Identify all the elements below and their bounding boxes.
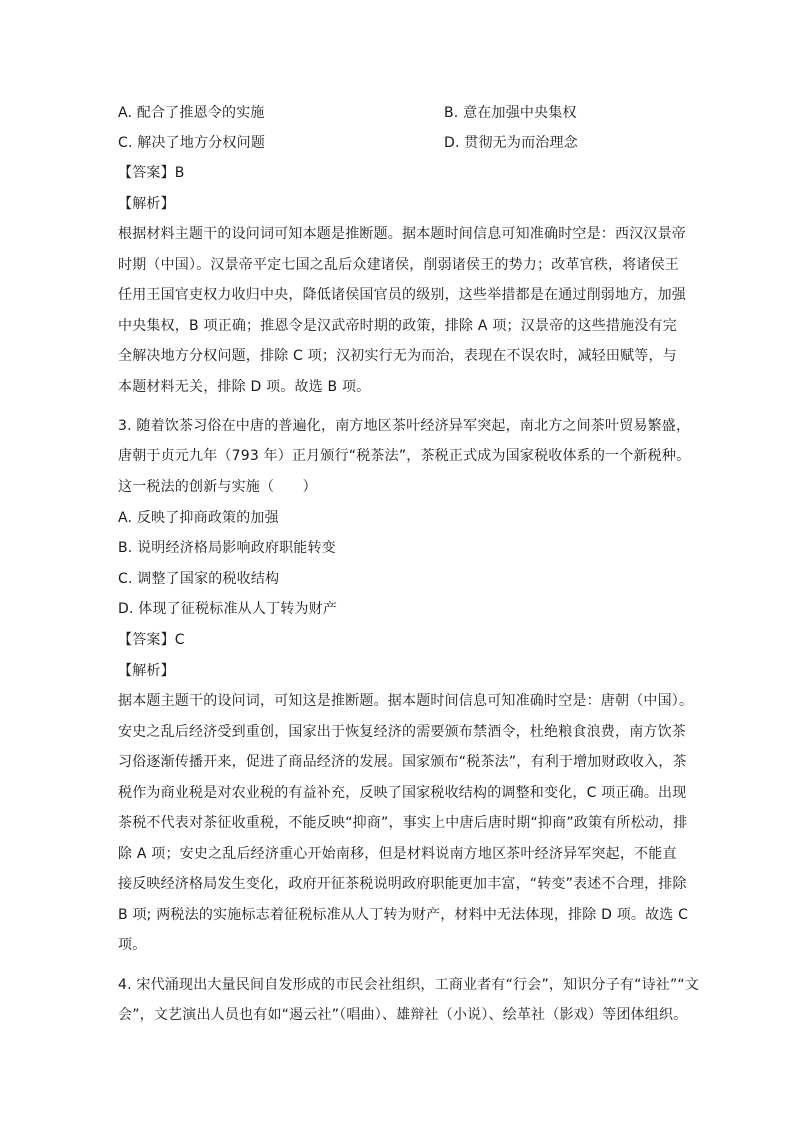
q2-answer: 【答案】B bbox=[118, 165, 185, 181]
q3-analysis-line: 接反映经济格局发生变化，政府开征茶税说明政府职能更加丰富，“转变”表述不合理，排除 bbox=[118, 876, 687, 892]
q3-analysis-line: 据本题主题干的设问词，可知这是推断题。据本题时间信息可知准确时空是：唐朝（中国）。 bbox=[118, 693, 694, 709]
q3-analysis-line: 除 A 项；安史之乱后经济重心开始南移，但是材料说南方地区茶叶经济异军突起，不能直 bbox=[118, 846, 677, 862]
q3-stem-line: 3. 随着饮茶习俗在中唐的普遍化，南方地区茶叶经济异军突起，南北方之间茶叶贸易繁盛， bbox=[118, 418, 691, 434]
q2-analysis-line: 时期（中国）。汉景帝平定七国之乱后众建诸侯，削弱诸侯王的势力；改革官秩，将诸侯王 bbox=[118, 257, 679, 273]
q2-option-b: B. 意在加强中央集权 bbox=[444, 105, 577, 121]
q3-option-c: C. 调整了国家的税收结构 bbox=[118, 571, 280, 587]
q3-analysis-line: 项。 bbox=[118, 937, 147, 953]
q2-analysis-line: 中央集权，B 项正确；推恩令是汉武帝时期的政策，排除 A 项；汉景帝的这些措施没有完 bbox=[118, 318, 677, 334]
q3-analysis-line: 习俗逐渐传播开来，促进了商品经济的发展。国家颁布“税茶法”，有利于增加财政收入，茶 bbox=[118, 754, 687, 770]
q3-option-d: D. 体现了征税标准从人丁转为财产 bbox=[118, 601, 338, 617]
q2-option-a: A. 配合了推恩令的实施 bbox=[118, 105, 265, 121]
q2-option-d: D. 贯彻无为而治理念 bbox=[444, 135, 578, 151]
q3-answer: 【答案】C bbox=[118, 632, 185, 648]
q3-analysis-line: 茶税不代表对茶征收重税，不能反映“抑商”，事实上中唐后唐时期“抑商”政策有所松动，排 bbox=[118, 815, 688, 831]
q3-analysis-line: 税作为商业税是对农业税的有益补充，反映了国家税收结构的调整和变化，C 项正确。出现 bbox=[118, 785, 687, 801]
q2-analysis-line: 本题材料无关，排除 D 项。故选 B 项。 bbox=[118, 379, 371, 395]
q4-stem-line: 4. 宋代涌现出大量民间自发形成的市民会社组织，工商业者有“行会”，知识分子有“诗社”“文 bbox=[118, 977, 700, 993]
q3-stem-line: 这一税法的创新与实施（ ） bbox=[118, 479, 317, 495]
q3-stem-line: 唐朝于贞元九年（793 年）正月颁行“税茶法”，茶税正式成为国家税收体系的一个新税种。 bbox=[118, 448, 691, 464]
q3-analysis-line: 安史之乱后经济受到重创，国家出于恢复经济的需要颁布禁酒令，杜绝粮食浪费，南方饮茶 bbox=[118, 724, 686, 740]
q2-analysis-line: 根据材料主题干的设问词可知本题是推断题。据本题时间信息可知准确时空是：西汉汉景帝 bbox=[118, 226, 686, 242]
q3-option-a: A. 反映了抑商政策的加强 bbox=[118, 510, 279, 526]
q3-option-b: B. 说明经济格局影响政府职能转变 bbox=[118, 540, 336, 556]
q2-analysis-label: 【解析】 bbox=[118, 196, 175, 212]
q3-analysis-line: B 项; 两税法的实施标志着征税标准从人丁转为财产，材料中无法体现，排除 D 项。故选 C bbox=[118, 907, 689, 923]
q4-stem-line: 会”，文艺演出人员也有如“遏云社”（唱曲）、雄辩社（小说）、绘革社（影戏）等团体组织。 bbox=[118, 1007, 688, 1023]
q2-analysis-line: 全解决地方分权问题，排除 C 项；汉初实行无为而治，表现在不误农时，减轻田赋等，与 bbox=[118, 348, 677, 364]
q3-analysis-label: 【解析】 bbox=[118, 663, 175, 679]
q2-option-c: C. 解决了地方分权问题 bbox=[118, 135, 266, 151]
q2-analysis-line: 任用王国官吏权力收归中央，降低诸侯国官员的级别，这些举措都是在通过削弱地方，加强 bbox=[118, 287, 686, 303]
